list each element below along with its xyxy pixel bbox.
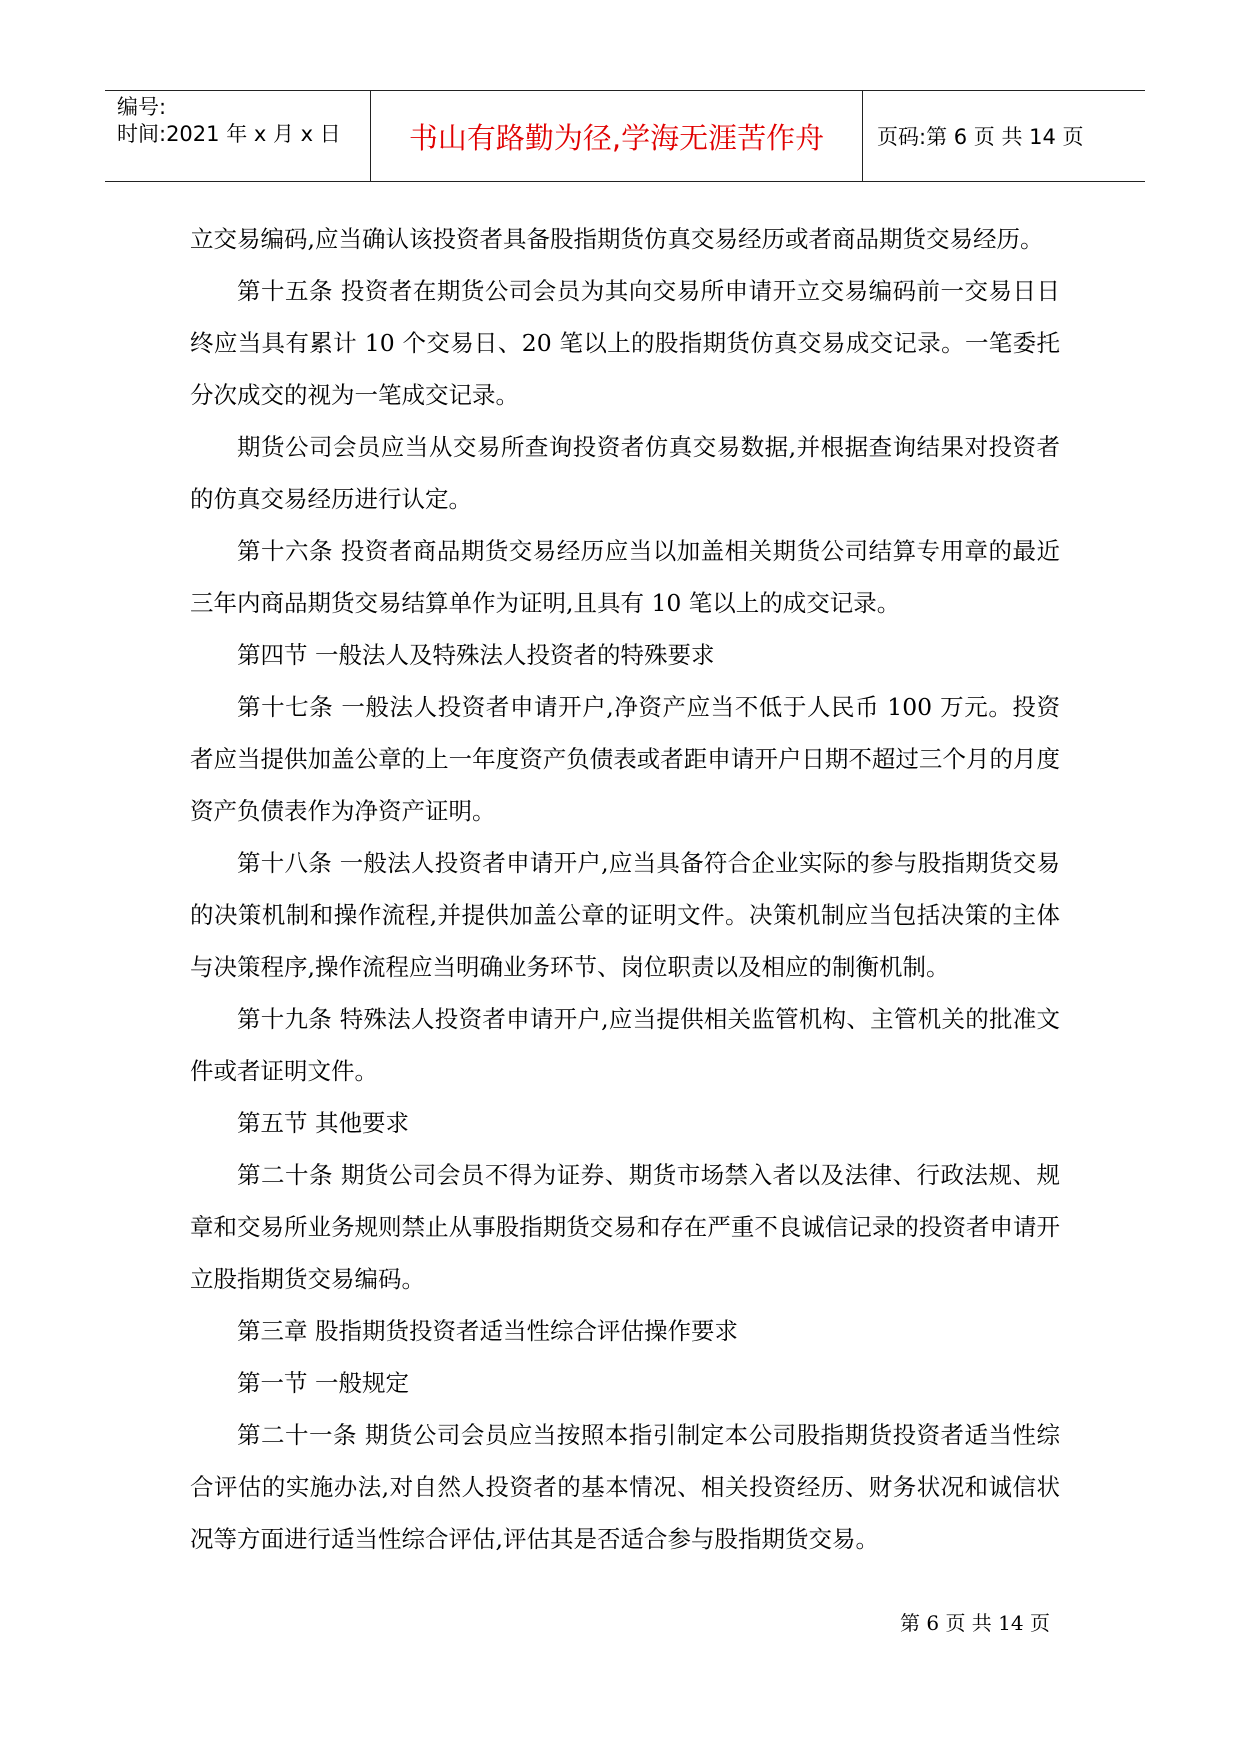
page-footer: 第 6 页 共 14 页 [900,1611,1050,1635]
time-label: 时间:2021 年 x 月 x 日 [117,122,341,146]
paragraph: 第二十条 期货公司会员不得为证券、期货市场禁入者以及法律、行政法规、规章和交易所业务规则禁止从事股指期货交易和存在严重不良诚信记录的投资者申请开立股指期货交易编码。 [190,1161,1060,1293]
document-body [190,213,1060,1565]
paragraph: 第十五条 投资者在期货公司会员为其向交易所申请开立交易编码前一交易日日终应当具有累计 10 个交易日、20 笔以上的股指期货仿真交易成交记录。一笔委托分次成交的视为一笔成交记录。 [190,277,1060,409]
header-meta [105,91,370,181]
header-page-info: 页码:第 6 页 共 14 页 [877,125,1084,149]
section-heading: 第五节 其他要求 [237,1109,409,1137]
paragraph: 第十九条 特殊法人投资者申请开户,应当提供相关监管机构、主管机关的批准文件或者证明文件。 [190,1005,1060,1085]
paragraph: 第二十一条 期货公司会员应当按照本指引制定本公司股指期货投资者适当性综合评估的实施办法,对自然人投资者的基本情况、相关投资经历、财务状况和诚信状况等方面进行适当性综合评估,评估其是否适合参与股指期货交易。 [190,1421,1060,1553]
chapter-heading: 第三章 股指期货投资者适当性综合评估操作要求 [237,1317,738,1345]
section-heading: 第四节 一般法人及特殊法人投资者的特殊要求 [237,641,715,669]
header-motto: 书山有路勤为径,学海无涯苦作舟 [370,91,863,181]
paragraph: 第十八条 一般法人投资者申请开户,应当具备符合企业实际的参与股指期货交易的决策机制和操作流程,并提供加盖公章的证明文件。决策机制应当包括决策的主体与决策程序,操作流程应当明确业务环节、岗位职责以及相应的制衡机制。 [190,849,1060,981]
number-label: 编号: [117,95,167,119]
section-heading: 第一节 一般规定 [237,1369,409,1397]
paragraph: 第十六条 投资者商品期货交易经历应当以加盖相关期货公司结算专用章的最近三年内商品期货交易结算单作为证明,且具有 10 笔以上的成交记录。 [190,537,1060,617]
paragraph: 立交易编码,应当确认该投资者具备股指期货仿真交易经历或者商品期货交易经历。 [190,225,1044,253]
paragraph: 第十七条 一般法人投资者申请开户,净资产应当不低于人民币 100 万元。投资者应当提供加盖公章的上一年度资产负债表或者距申请开户日期不超过三个月的月度资产负债表作为净资产证明。 [190,693,1060,825]
paragraph: 期货公司会员应当从交易所查询投资者仿真交易数据,并根据查询结果对投资者的仿真交易经历进行认定。 [190,433,1060,513]
page-header [105,90,1145,182]
